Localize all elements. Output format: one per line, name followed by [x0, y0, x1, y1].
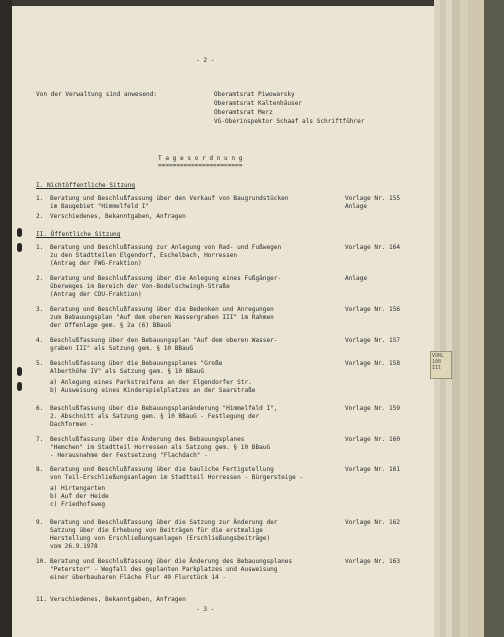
- agenda-item-text: Beratung und Beschlußfassung über die Anlegung eines Fußgänger-: [50, 275, 282, 282]
- agenda-item-text: "Peterstor" - Wegfall des geplanten Parkplatzes und Ausweisung: [50, 566, 278, 573]
- agenda-subitem: b) Auf der Heide: [50, 493, 109, 500]
- attendance-person: Oberamtsrat Kaltenhäuser: [214, 100, 303, 107]
- agenda-item-text: im Baugebiet "Himmelfeld I": [50, 203, 150, 210]
- page-footer: - 3 -: [196, 606, 215, 613]
- agenda-item-reference: Vorlage Nr. 161: [345, 466, 401, 473]
- agenda-item-number: 3.: [36, 306, 44, 313]
- agenda-item-reference: Vorlage Nr. 155: [345, 195, 401, 202]
- agenda-item-text: zu den Stadtteilen Elgendorf, Eschelbach, Horressen: [50, 252, 238, 259]
- agenda-item-reference: Vorlage Nr. 160: [345, 436, 401, 443]
- stacked-page-edges: [434, 0, 504, 637]
- agenda-subitem: b) Ausweisung eines Kinderspielplatzes an der Saarstraße: [50, 387, 256, 394]
- agenda-item-number: 5.: [36, 360, 44, 367]
- agenda-title: T a g e s o r d n u n g: [158, 155, 243, 162]
- agenda-item-number: 8.: [36, 466, 44, 473]
- agenda-item-text: Verschiedenes, Bekanntgaben, Anfragen: [50, 596, 186, 603]
- agenda-item-text: (Antrag der FWG-Fraktion): [50, 260, 142, 267]
- agenda-item-text: Beschlußfassung über die Bebauungsplanes "Große: [50, 360, 223, 367]
- attendance-person: Oberamtsrat Merz: [214, 109, 273, 116]
- agenda-item-reference: Anlage: [345, 203, 368, 210]
- agenda-item-number: 6.: [36, 405, 44, 412]
- agenda-item-text: Beschlußfassung über den Bebauungsplan "Auf dem oberen Wasser-: [50, 337, 278, 344]
- agenda-item-text: Dachformen -: [50, 421, 95, 428]
- agenda-item-number: 2.: [36, 275, 44, 282]
- agenda-item-reference: Vorlage Nr. 157: [345, 337, 401, 344]
- attendance-person: Oberamtsrat Piwowarsky: [214, 91, 295, 98]
- agenda-item-text: zum Bebauungsplan "Auf dem oberen Wassergraben III" im Rahmen: [50, 314, 274, 321]
- side-index-tab: VORL 100 III: [430, 351, 452, 379]
- agenda-item-number: 4.: [36, 337, 44, 344]
- agenda-item-text: Beschlußfassung über die Bebauungsplanänderung "Himmelfeld I",: [50, 405, 278, 412]
- agenda-item-text: Beratung und Beschlußfassung über die bauliche Fertigstellung: [50, 466, 274, 473]
- section-title: I. Nichtöffentliche Sitzung: [36, 182, 136, 189]
- scanner-left-edge: [0, 0, 12, 637]
- agenda-item-text: (Antrag der CDU-Fraktion): [50, 291, 142, 298]
- attendance-person: VG-Oberinspektor Schaaf als Schriftführer: [214, 118, 365, 125]
- agenda-item-reference: Anlage: [345, 275, 368, 282]
- agenda-item-text: - Herausnahme der Festsetzung "Flachdach" -: [50, 452, 208, 459]
- agenda-item-number: 1.: [36, 195, 44, 202]
- agenda-item-number: 9.: [36, 519, 44, 526]
- agenda-item-text: Beratung und Beschlußfassung zur Anlegung von Rad- und Fußwegen: [50, 244, 282, 251]
- agenda-item-text: Beratung und Beschlußfassung über den Verkauf von Baugrundstücken: [50, 195, 289, 202]
- agenda-item-text: Alberthöhe IV" als Satzung gem. § 10 BBauG: [50, 368, 205, 375]
- agenda-subitem: a) Hirtengarten: [50, 485, 106, 492]
- agenda-title-underline: =======================: [158, 162, 243, 169]
- agenda-item-text: von Teil-Erschließungsanlagen im Stadtteil Horressen - Bürgersteige -: [50, 474, 304, 481]
- agenda-item-reference: Vorlage Nr. 163: [345, 558, 401, 565]
- page-header: - 2 -: [196, 57, 215, 64]
- agenda-item-text: Satzung über die Erhebung von Beiträgen für die erstmalige: [50, 527, 263, 534]
- punch-hole: [17, 243, 22, 252]
- agenda-item-text: Beratung und Beschlußfassung über die Bedenken und Anregungen: [50, 306, 274, 313]
- punch-hole: [17, 382, 22, 391]
- agenda-item-number: 10.: [36, 558, 48, 565]
- agenda-item-reference: Vorlage Nr. 156: [345, 306, 401, 313]
- agenda-item-reference: Vorlage Nr. 164: [345, 244, 401, 251]
- agenda-item-text: Beschlußfassung über die Änderung des Bebauungsplanes: [50, 436, 245, 443]
- agenda-item-text: Beratung und Beschlußfassung über die Änderung des Bebauungsplanes: [50, 558, 293, 565]
- punch-hole: [17, 367, 22, 376]
- agenda-item-number: 11.: [36, 596, 48, 603]
- agenda-item-reference: Vorlage Nr. 158: [345, 360, 401, 367]
- agenda-item-reference: Vorlage Nr. 159: [345, 405, 401, 412]
- agenda-item-text: der Offenlage gem. § 2a (6) BBauG: [50, 322, 172, 329]
- attendance-label: Von der Verwaltung sind anwesend:: [36, 91, 158, 98]
- agenda-item-reference: Vorlage Nr. 162: [345, 519, 401, 526]
- agenda-item-text: 2. Abschnitt als Satzung gem. § 10 BBauG - Festlegung der: [50, 413, 260, 420]
- agenda-item-text: graben III" als Satzung gem. § 10 BBauG: [50, 345, 194, 352]
- agenda-item-number: 7.: [36, 436, 44, 443]
- agenda-subitem: a) Anlegung eines Parkstreifens an der Elgendorfer Str.: [50, 379, 252, 386]
- agenda-item-text: einer überbaubaren Fläche Flur 49 Flurstück 14 -: [50, 574, 227, 581]
- agenda-item-number: 1.: [36, 244, 44, 251]
- agenda-item-text: "Hemchen" im Stadtteil Horressen als Satzung gem. § 10 BBauG: [50, 444, 271, 451]
- agenda-item-text: Verschiedenes, Bekanntgaben, Anfragen: [50, 213, 186, 220]
- section-title: II. Öffentliche Sitzung: [36, 231, 121, 238]
- agenda-item-text: vom 26.9.1978: [50, 543, 98, 550]
- agenda-item-number: 2.: [36, 213, 44, 220]
- agenda-item-text: überweges im Bereich der Von-Bodelschwingh-Straße: [50, 283, 230, 290]
- punch-hole: [17, 228, 22, 237]
- agenda-item-text: Beratung und Beschlußfassung über die Satzung zur Änderung der: [50, 519, 278, 526]
- agenda-item-text: Herstellung von Erschließungsanlagen (Erschließungsbeiträge): [50, 535, 271, 542]
- agenda-subitem: c) Friedhofsweg: [50, 501, 106, 508]
